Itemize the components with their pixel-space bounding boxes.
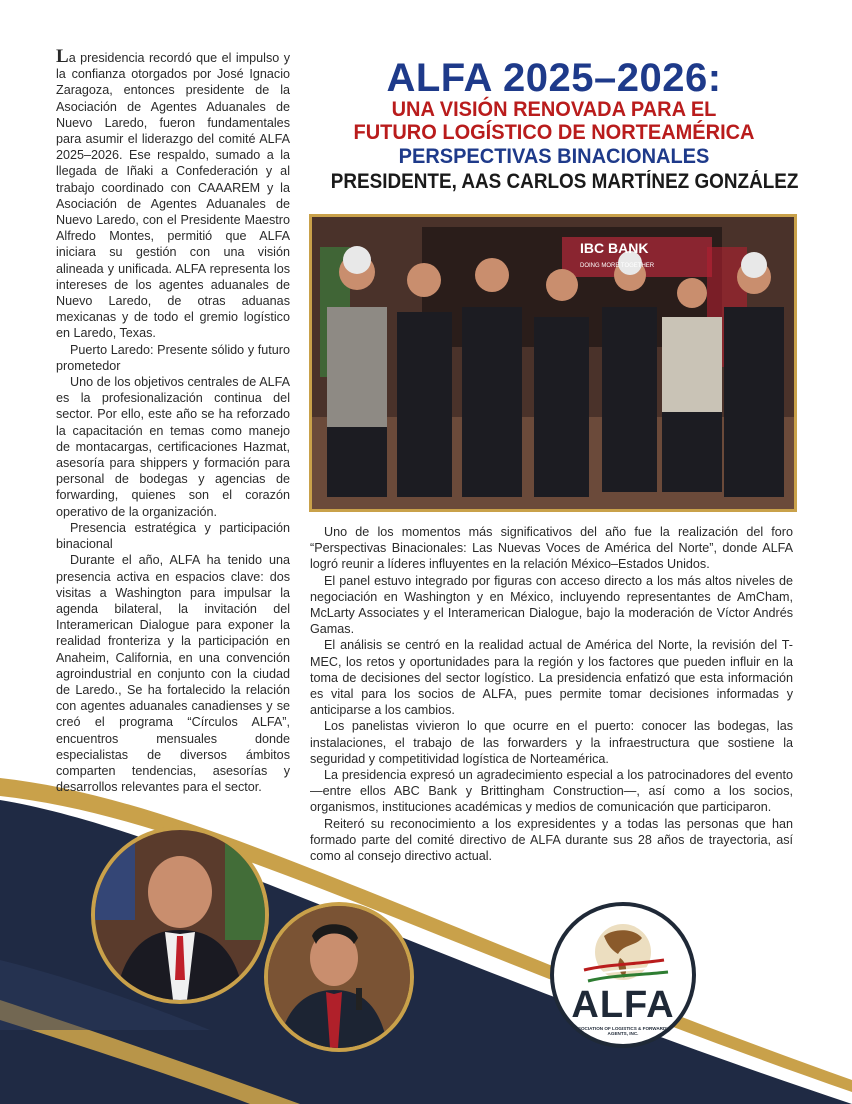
photo-banner-subtext: DOING MORE TOGETHER [580, 263, 655, 269]
title-line-2: FUTURO LOGÍSTICO DE NORTEAMÉRICA [353, 120, 755, 144]
right-paragraph-4: Los panelistas vivieron lo que ocurre en el puerto: conocer las bodegas, las instalaciones, el trabajo de las forwarders y la infraestructura que sostiene la seguridad y competitividad logística de Norteamérica. [310, 719, 793, 766]
left-paragraph-2: Uno de los objetivos centrales de ALFA es la profesionalización continua del sector. Por ello, este año se ha reforzado la capacitación en temas como manejo de montacargas, certificaciones Hazmat, asesoría para shippers y formación para personal de bodegas y agencias de forwarding, quienes son el corazón operativo de la organización. [56, 375, 290, 519]
alfa-logo-text: ALFA [571, 984, 675, 1026]
title-main: ALFA 2025–2026: [386, 56, 722, 100]
left-paragraph-3: Durante el año, ALFA ha tenido una presencia activa en espacios clave: dos visitas a Washington para impulsar la agenda bilateral, la invitación del Interamerican Dialogue para exponer la realidad fronteriza y la participación en Anaheim, California, en una convención agroindustrial en conjunto con la ciudad de Laredo., Se ha fortalecido la relación con agentes aduanales canadienses y se creó el programa “Círculos ALFA”, encuentros mensuales donde especialistas de diversos ámbitos comparten tendencias, asesorías y desarrollos relevantes para el sector. [56, 553, 290, 795]
photo-banner-text: IBC BANK [580, 240, 649, 256]
right-paragraph-6: Reiteró su reconocimiento a los expresidentes y a todas las personas que han formado parte del comité directivo de ALFA durante sus 28 años de trayectoria, así como al consejo directivo actual. [310, 816, 793, 864]
drop-cap: L [56, 46, 69, 67]
title-line-3: PERSPECTIVAS BINACIONALES [398, 144, 710, 168]
left-subheading-1: Puerto Laredo: Presente sólido y futuro prometedor [56, 342, 290, 373]
left-paragraph-1: La presidencia recordó que el impulso y la confianza otorgados por José Ignacio Zaragoza, entonces presidente de la Asociación de Agentes Aduanales de Nuevo Laredo, fueron fundamentales para asumir el liderazgo del comité ALFA 2025–2026. Ese respaldo, sumado a la llegada de Iñaki a Confederación y al trabajo coordinado con CAAAREM y la Asociación de Agentes Aduanales de Nuevo Laredo, con el Presidente Maestro Alfredo Montes, permitió que ALFA iniciara su gestión con una visión alineada y unificada. ALFA representa los intereses de los agentes aduanales de Nuevo Laredo, de otras aduanas mexicanas y de todo el gremio logístico en Laredo, Texas. [56, 46, 290, 341]
right-paragraph-2: El panel estuvo integrado por figuras con acceso directo a los más altos niveles de negociación en Washington y en México, incluyendo representantes de AmCham, McLarty Associates y el Interamerican Dialogue, bajo la moderación de Víctor Andrés Gamas. [310, 573, 793, 637]
right-paragraph-5: La presidencia expresó un agradecimiento especial a los patrocinadores del evento —entre ellos ABC Bank y Brittingham Construction—, así como a los socios, organismos, instituciones académicas y medios de comunicación que participaron. [310, 768, 793, 815]
group-photo-illustration [312, 217, 794, 509]
left-subheading-2: Presencia estratégica y participación binacional [56, 520, 290, 552]
right-column [310, 524, 793, 864]
article-title [306, 58, 802, 195]
right-paragraph-1: Uno de los momentos más significativos del año fue la realización del foro “Perspectivas Binacionales: Las Nuevas Voces de América del Norte”, donde ALFA logró reunir a líderes influyentes en la relación México–Estados Unidos. [310, 525, 793, 572]
left-column [56, 46, 290, 795]
portrait-speaker-1 [91, 826, 269, 1004]
alfa-logo-subtitle: ASSOCIATION OF LOGISTICS & FORWARDING AGENTS, INC. [571, 1026, 675, 1036]
title-line-1: UNA VISIÓN RENOVADA PARA EL [391, 97, 717, 121]
title-byline: PRESIDENTE, AAS CARLOS MARTÍNEZ GONZÁLEZ [330, 170, 799, 193]
group-photo [309, 214, 797, 512]
portrait-speaker-2 [264, 902, 414, 1052]
right-paragraph-3: El análisis se centró en la realidad actual de América del Norte, la revisión del T-MEC, los retos y oportunidades para la región y los factores que pueden influir en la toma de decisiones del sector logístico. La presidencia enfatizó que esta información es vital para los socios de ALFA, pues permite tomar decisiones informadas y anticiparse a los cambios. [310, 638, 793, 718]
alfa-logo [550, 902, 696, 1048]
